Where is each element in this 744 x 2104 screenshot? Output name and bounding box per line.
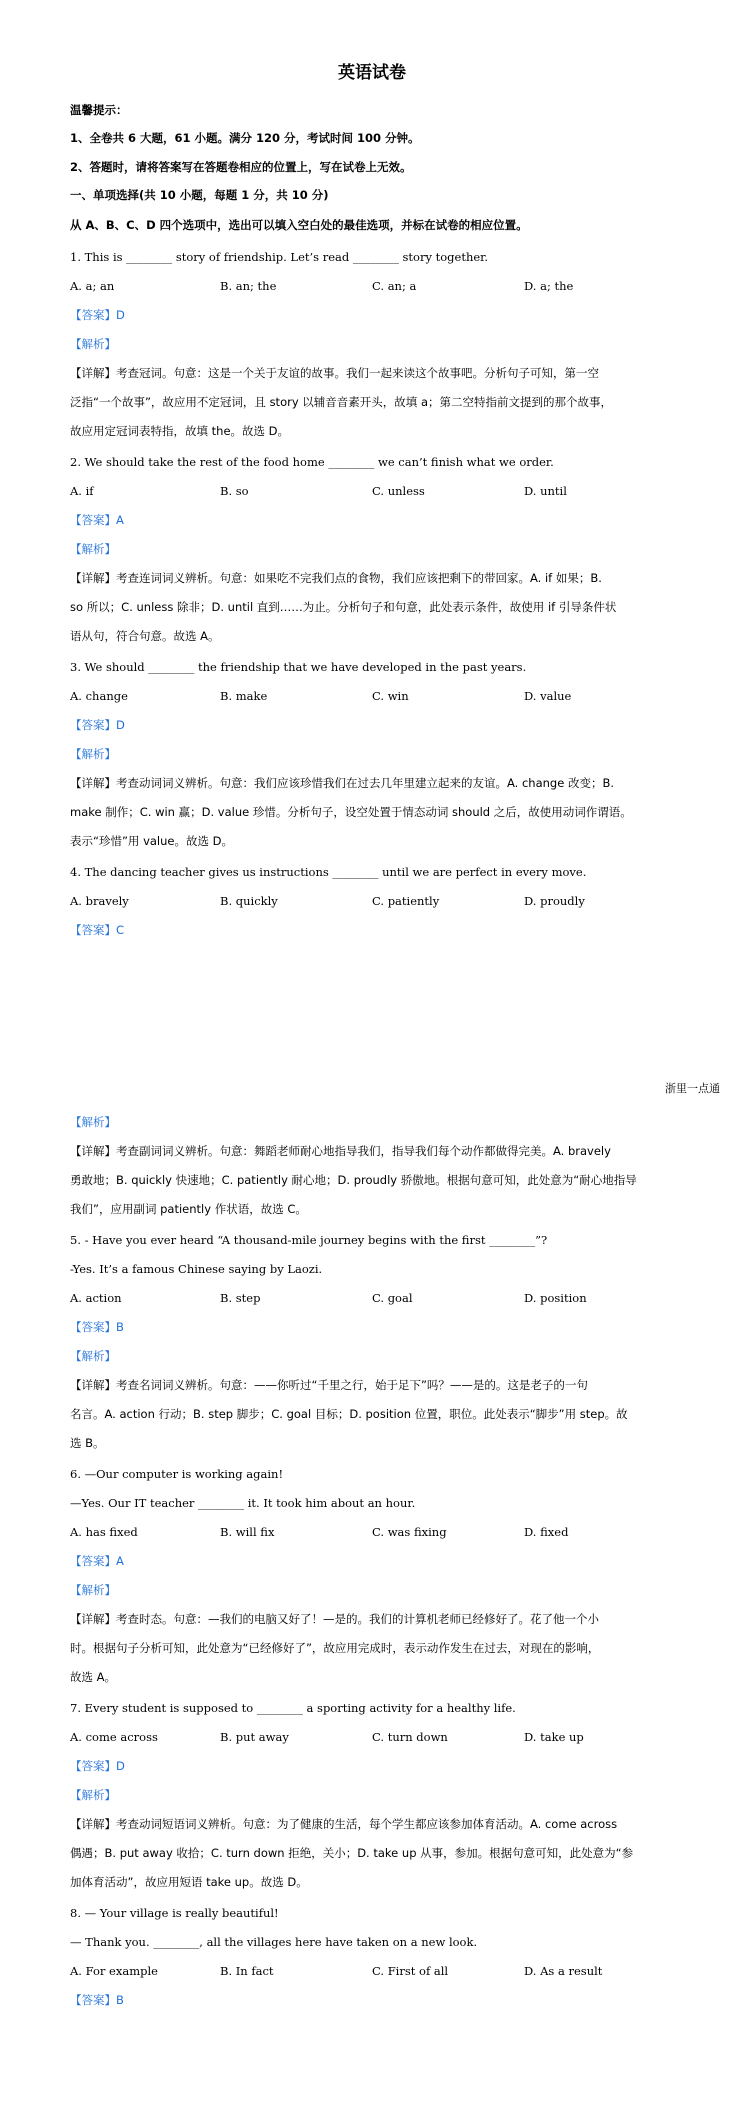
question-1-detail-2: 泛指“一个故事”，故应用不定冠词，且 story 以辅音音素开头，故填 a；第二空特指前文提到的那个故事， bbox=[70, 395, 612, 409]
question-4-option-b: B. quickly bbox=[220, 894, 278, 908]
question-5-option-b: B. step bbox=[220, 1291, 261, 1305]
question-7-detail-1: 【详解】考查动词短语词义辨析。句意：为了健康的生活，每个学生都应该参加体育活动。A. come across bbox=[70, 1817, 618, 1831]
question-6-answer: 【答案】A bbox=[70, 1554, 124, 1568]
question-2-analysis-label: 【解析】 bbox=[70, 542, 116, 556]
question-4-answer: 【答案】C bbox=[70, 923, 125, 937]
question-1-stem: 1. This is ________ story of friendship. Let’s read ________ story together. bbox=[70, 250, 489, 264]
question-3-answer: 【答案】D bbox=[70, 718, 125, 732]
question-4-option-d: D. proudly bbox=[524, 894, 585, 908]
question-6-detail-2: 时。根据句子分析可知，此处意为“已经修好了”，故应用完成时，表示动作发生在过去，对现在的影响， bbox=[70, 1641, 600, 1655]
question-2-option-c: C. unless bbox=[372, 484, 425, 498]
page-title: 英语试卷 bbox=[338, 63, 406, 83]
question-5-stem-1: 5. - Have you ever heard “A thousand-mile journey begins with the first ________”? bbox=[70, 1233, 548, 1247]
question-6-stem-1: 6. —Our computer is working again! bbox=[70, 1467, 284, 1481]
question-5-answer: 【答案】B bbox=[70, 1320, 124, 1334]
section-heading: 一、单项选择(共 10 小题，每题 1 分，共 10 分) bbox=[70, 188, 329, 202]
question-4-analysis-label: 【解析】 bbox=[70, 1115, 116, 1129]
question-3-detail-1: 【详解】考查动词词义辨析。句意：我们应该珍惜我们在过去几年里建立起来的友谊。A. change 改变；B. bbox=[70, 776, 614, 790]
question-3-option-c: C. win bbox=[372, 689, 409, 703]
answer-label: 【答案】D bbox=[70, 308, 125, 322]
question-6-option-c: C. was fixing bbox=[372, 1525, 447, 1539]
question-7-option-a: A. come across bbox=[70, 1730, 158, 1744]
question-6-stem-2: —Yes. Our IT teacher ________ it. It took him about an hour. bbox=[70, 1496, 416, 1510]
question-1-option-a: A. a; an bbox=[70, 279, 115, 293]
question-7-analysis-label: 【解析】 bbox=[70, 1788, 116, 1802]
question-4-detail-1: 【详解】考查副词词义辨析。句意：舞蹈老师耐心地指导我们，指导我们每个动作都做得完美。A. bravely bbox=[70, 1144, 611, 1158]
question-1-option-c: C. an; a bbox=[372, 279, 417, 293]
question-3-option-a: A. change bbox=[70, 689, 128, 703]
section-instruction: 从 A、B、C、D 四个选项中，选出可以填入空白处的最佳选项，并标在试卷的相应位置。 bbox=[70, 218, 528, 232]
question-7-detail-3: 加体育活动”，故应用短语 take up。故选 D。 bbox=[70, 1875, 308, 1889]
question-2-detail-1: 【详解】考查连词词义辨析。句意：如果吃不完我们点的食物，我们应该把剩下的带回家。A. if 如果；B. bbox=[70, 571, 602, 585]
question-7-detail-2: 偶遇；B. put away 收拾；C. turn down 拒绝，关小；D. take up 从事，参加。根据句意可知，此处意为“参 bbox=[70, 1846, 634, 1860]
question-7-option-b: B. put away bbox=[220, 1730, 289, 1744]
question-1-option-d: D. a; the bbox=[524, 279, 574, 293]
question-7-option-d: D. take up bbox=[524, 1730, 584, 1744]
question-5-option-c: C. goal bbox=[372, 1291, 413, 1305]
question-2-option-a: A. if bbox=[70, 484, 94, 498]
question-6-option-a: A. has fixed bbox=[70, 1525, 138, 1539]
question-6-option-b: B. will fix bbox=[220, 1525, 275, 1539]
question-1-analysis-label: 【解析】 bbox=[70, 337, 116, 351]
question-8-option-a: A. For example bbox=[70, 1964, 158, 1978]
question-4-detail-2: 勇敢地；B. quickly 快速地；C. patiently 耐心地；D. proudly 骄傲地。根据句意可知，此处意为“耐心地指导 bbox=[70, 1173, 637, 1187]
question-2-detail-3: 语从句，符合句意。故选 A。 bbox=[70, 629, 220, 643]
question-3-detail-2: make 制作；C. win 赢；D. value 珍惜。分析句子，设空处置于情态动词 should 之后，故使用动词作谓语。 bbox=[70, 805, 632, 819]
question-3-analysis-label: 【解析】 bbox=[70, 747, 116, 761]
tip-line-1: 1、全卷共 6 大题，61 小题。满分 120 分，考试时间 100 分钟。 bbox=[70, 131, 420, 145]
question-8-option-c: C. First of all bbox=[372, 1964, 449, 1978]
question-5-option-d: D. position bbox=[524, 1291, 587, 1305]
question-4-stem: 4. The dancing teacher gives us instructions ________ until we are perfect in every move. bbox=[70, 865, 587, 879]
question-6-analysis-label: 【解析】 bbox=[70, 1583, 116, 1597]
question-2-option-b: B. so bbox=[220, 484, 249, 498]
question-8-stem-1: 8. — Your village is really beautiful! bbox=[70, 1906, 279, 1920]
question-8-answer: 【答案】B bbox=[70, 1993, 124, 2007]
question-5-detail-3: 选 B。 bbox=[70, 1436, 105, 1450]
question-5-detail-2: 名言。A. action 行动；B. step 脚步；C. goal 目标；D. position 位置，职位。此处表示“脚步”用 step。故 bbox=[70, 1407, 628, 1421]
tips-label: 温馨提示： bbox=[70, 103, 128, 117]
question-4-option-a: A. bravely bbox=[70, 894, 129, 908]
question-1-detail-1: 【详解】考查冠词。句意：这是一个关于友谊的故事。我们一起来读这个故事吧。分析句子可知，第一空 bbox=[70, 366, 599, 380]
question-4-option-c: C. patiently bbox=[372, 894, 440, 908]
question-5-analysis-label: 【解析】 bbox=[70, 1349, 116, 1363]
question-3-detail-3: 表示“珍惜”用 value。故选 D。 bbox=[70, 834, 233, 848]
question-1-detail-3: 故应用定冠词表特指，故填 the。故选 D。 bbox=[70, 424, 290, 438]
question-6-option-d: D. fixed bbox=[524, 1525, 569, 1539]
question-1-answer bbox=[70, 308, 125, 322]
question-2-option-d: D. until bbox=[524, 484, 567, 498]
question-3-option-d: D. value bbox=[524, 689, 572, 703]
question-5-option-a: A. action bbox=[70, 1291, 122, 1305]
question-8-stem-2: — Thank you. ________, all the villages here have taken on a new look. bbox=[70, 1935, 478, 1949]
question-3-option-b: B. make bbox=[220, 689, 268, 703]
question-2-answer: 【答案】A bbox=[70, 513, 124, 527]
question-7-option-c: C. turn down bbox=[372, 1730, 448, 1744]
question-7-stem: 7. Every student is supposed to ________ a sporting activity for a healthy life. bbox=[70, 1701, 516, 1715]
question-5-detail-1: 【详解】考查名词词义辨析。句意：——你听过“千里之行，始于足下”吗？——是的。这是老子的一句 bbox=[70, 1378, 588, 1392]
question-5-stem-2: -Yes. It’s a famous Chinese saying by Laozi. bbox=[70, 1262, 323, 1276]
question-6-detail-1: 【详解】考查时态。句意：—我们的电脑又好了！—是的。我们的计算机老师已经修好了。花了他一个小 bbox=[70, 1612, 599, 1626]
question-7-answer: 【答案】D bbox=[70, 1759, 125, 1773]
question-4-detail-3: 我们”，应用副词 patiently 作状语，故选 C。 bbox=[70, 1202, 307, 1216]
question-2-stem: 2. We should take the rest of the food home ________ we can’t finish what we order. bbox=[70, 455, 554, 469]
question-1-option-b: B. an; the bbox=[220, 279, 277, 293]
watermark-text: 浙里一点通 bbox=[665, 1082, 720, 1095]
question-8-option-b: B. In fact bbox=[220, 1964, 274, 1978]
question-8-option-d: D. As a result bbox=[524, 1964, 603, 1978]
question-6-detail-3: 故选 A。 bbox=[70, 1670, 117, 1684]
question-3-stem: 3. We should ________ the friendship that we have developed in the past years. bbox=[70, 660, 527, 674]
tip-line-2: 2、答题时，请将答案写在答题卷相应的位置上，写在试卷上无效。 bbox=[70, 160, 412, 174]
question-2-detail-2: so 所以；C. unless 除非；D. until 直到……为止。分析句子和句意，此处表示条件，故使用 if 引导条件状 bbox=[70, 600, 617, 614]
